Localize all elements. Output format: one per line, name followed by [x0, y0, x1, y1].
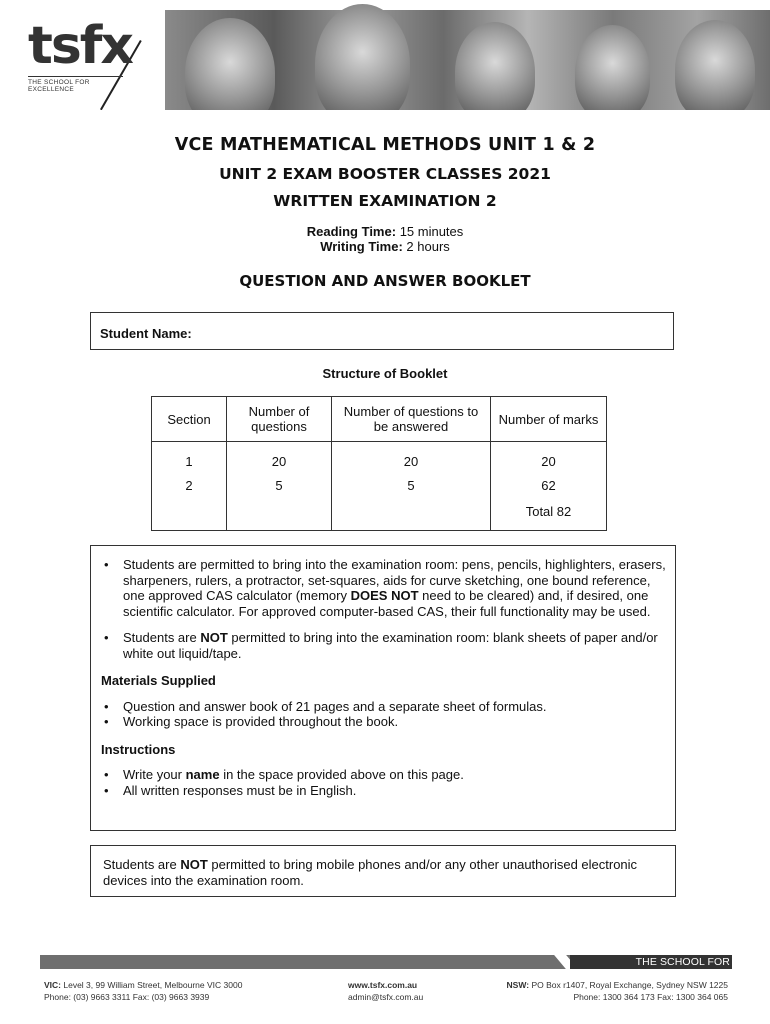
exam-paper: WRITTEN EXAMINATION 2: [273, 192, 497, 210]
students-photo: [165, 10, 770, 110]
cell: 20: [227, 442, 332, 474]
cell: 62: [491, 473, 607, 497]
list-item: • Question and answer book of 21 pages and a separate sheet of formulas.: [101, 699, 667, 715]
cell: [227, 497, 332, 531]
writing-time: Writing Time: 2 hours: [320, 239, 450, 254]
exam-title: VCE MATHEMATICAL METHODS UNIT 1 & 2: [174, 135, 596, 155]
cell: 5: [227, 473, 332, 497]
phones-notice: Students are NOT permitted to bring mobile phones and/or any other unauthorised electronic devices into the examination room.: [103, 857, 638, 888]
student-name-field[interactable]: [90, 312, 674, 350]
tsfx-logo: [28, 16, 132, 93]
instructions-heading: Instructions: [101, 741, 176, 757]
nsw-contact: NSW: PO Box r1407, Royal Exchange, Sydney NSW 1225 Phone: 1300 364 173 Fax: 1300 364 065: [506, 980, 728, 1002]
logo-text: tsfx: [28, 16, 132, 76]
table-row: [152, 473, 607, 497]
cell: 1: [152, 442, 227, 474]
logo-tagline: THE SCHOOL FOR EXCELLENCE: [28, 76, 123, 93]
header-answered: Number of questions to be answered: [332, 397, 491, 442]
header-banner: [0, 0, 770, 110]
table-total-row: [152, 497, 607, 531]
booklet-heading: QUESTION AND ANSWER BOOKLET: [239, 272, 531, 290]
website-link[interactable]: www.tsfx.com.au: [348, 980, 418, 990]
list-item: • Working space is provided throughout the book.: [101, 714, 667, 730]
instructions-list: [101, 767, 667, 798]
footer-slogan: THE SCHOOL FOR EXCELLENCE: [635, 956, 730, 982]
cell: 5: [332, 473, 491, 497]
student-name-label: Student Name:: [100, 326, 192, 341]
materials-list: [101, 699, 667, 730]
list-item: • Write your name in the space provided above on this page.: [101, 767, 667, 783]
email-link[interactable]: admin@tsfx.com.au: [348, 992, 424, 1002]
cell: [152, 497, 227, 531]
permitted-list: [101, 557, 667, 661]
reading-time: Reading Time: 15 minutes: [306, 224, 464, 239]
list-item: • Students are NOT permitted to bring into the examination room: blank sheets of paper and/or white out liquid/tape.: [101, 630, 667, 661]
list-item: • All written responses must be in English.: [101, 783, 667, 799]
cell: 20: [332, 442, 491, 474]
title-block: [0, 135, 770, 290]
cell: 2: [152, 473, 227, 497]
footer-bar: [40, 955, 732, 982]
list-item: • Students are permitted to bring into the examination room: pens, pencils, highlighters, erasers, sharpeners, rulers, a protractor, set-squares, aids for curve sketching, one bound reference, one approved CAS calculator (memory DOES NOT need to be cleared) and, if desired, one scientific calculator. For approved computer-based CAS, their full functionality may be used.: [101, 557, 667, 619]
exam-subtitle: UNIT 2 EXAM BOOSTER CLASSES 2021: [219, 165, 551, 183]
structure-title: Structure of Booklet: [322, 366, 448, 381]
materials-heading: Materials Supplied: [101, 673, 216, 688]
vic-contact: VIC: Level 3, 99 William Street, Melbourne VIC 3000 Phone: (03) 9663 3311 Fax: (03) 9663 3939: [44, 980, 243, 1002]
phones-notice-box: [90, 845, 676, 897]
exam-times: [0, 224, 770, 254]
cell: [332, 497, 491, 531]
header-questions: Number of questions: [227, 397, 332, 442]
cell: 20: [491, 442, 607, 474]
web-contact: [348, 979, 468, 1003]
table-row: [152, 442, 607, 474]
structure-table: [151, 396, 607, 531]
rules-box: [90, 545, 676, 831]
header-section: Section: [152, 397, 227, 442]
total-marks: Total 82: [491, 497, 607, 531]
table-header-row: [152, 397, 607, 442]
header-marks: Number of marks: [491, 397, 607, 442]
